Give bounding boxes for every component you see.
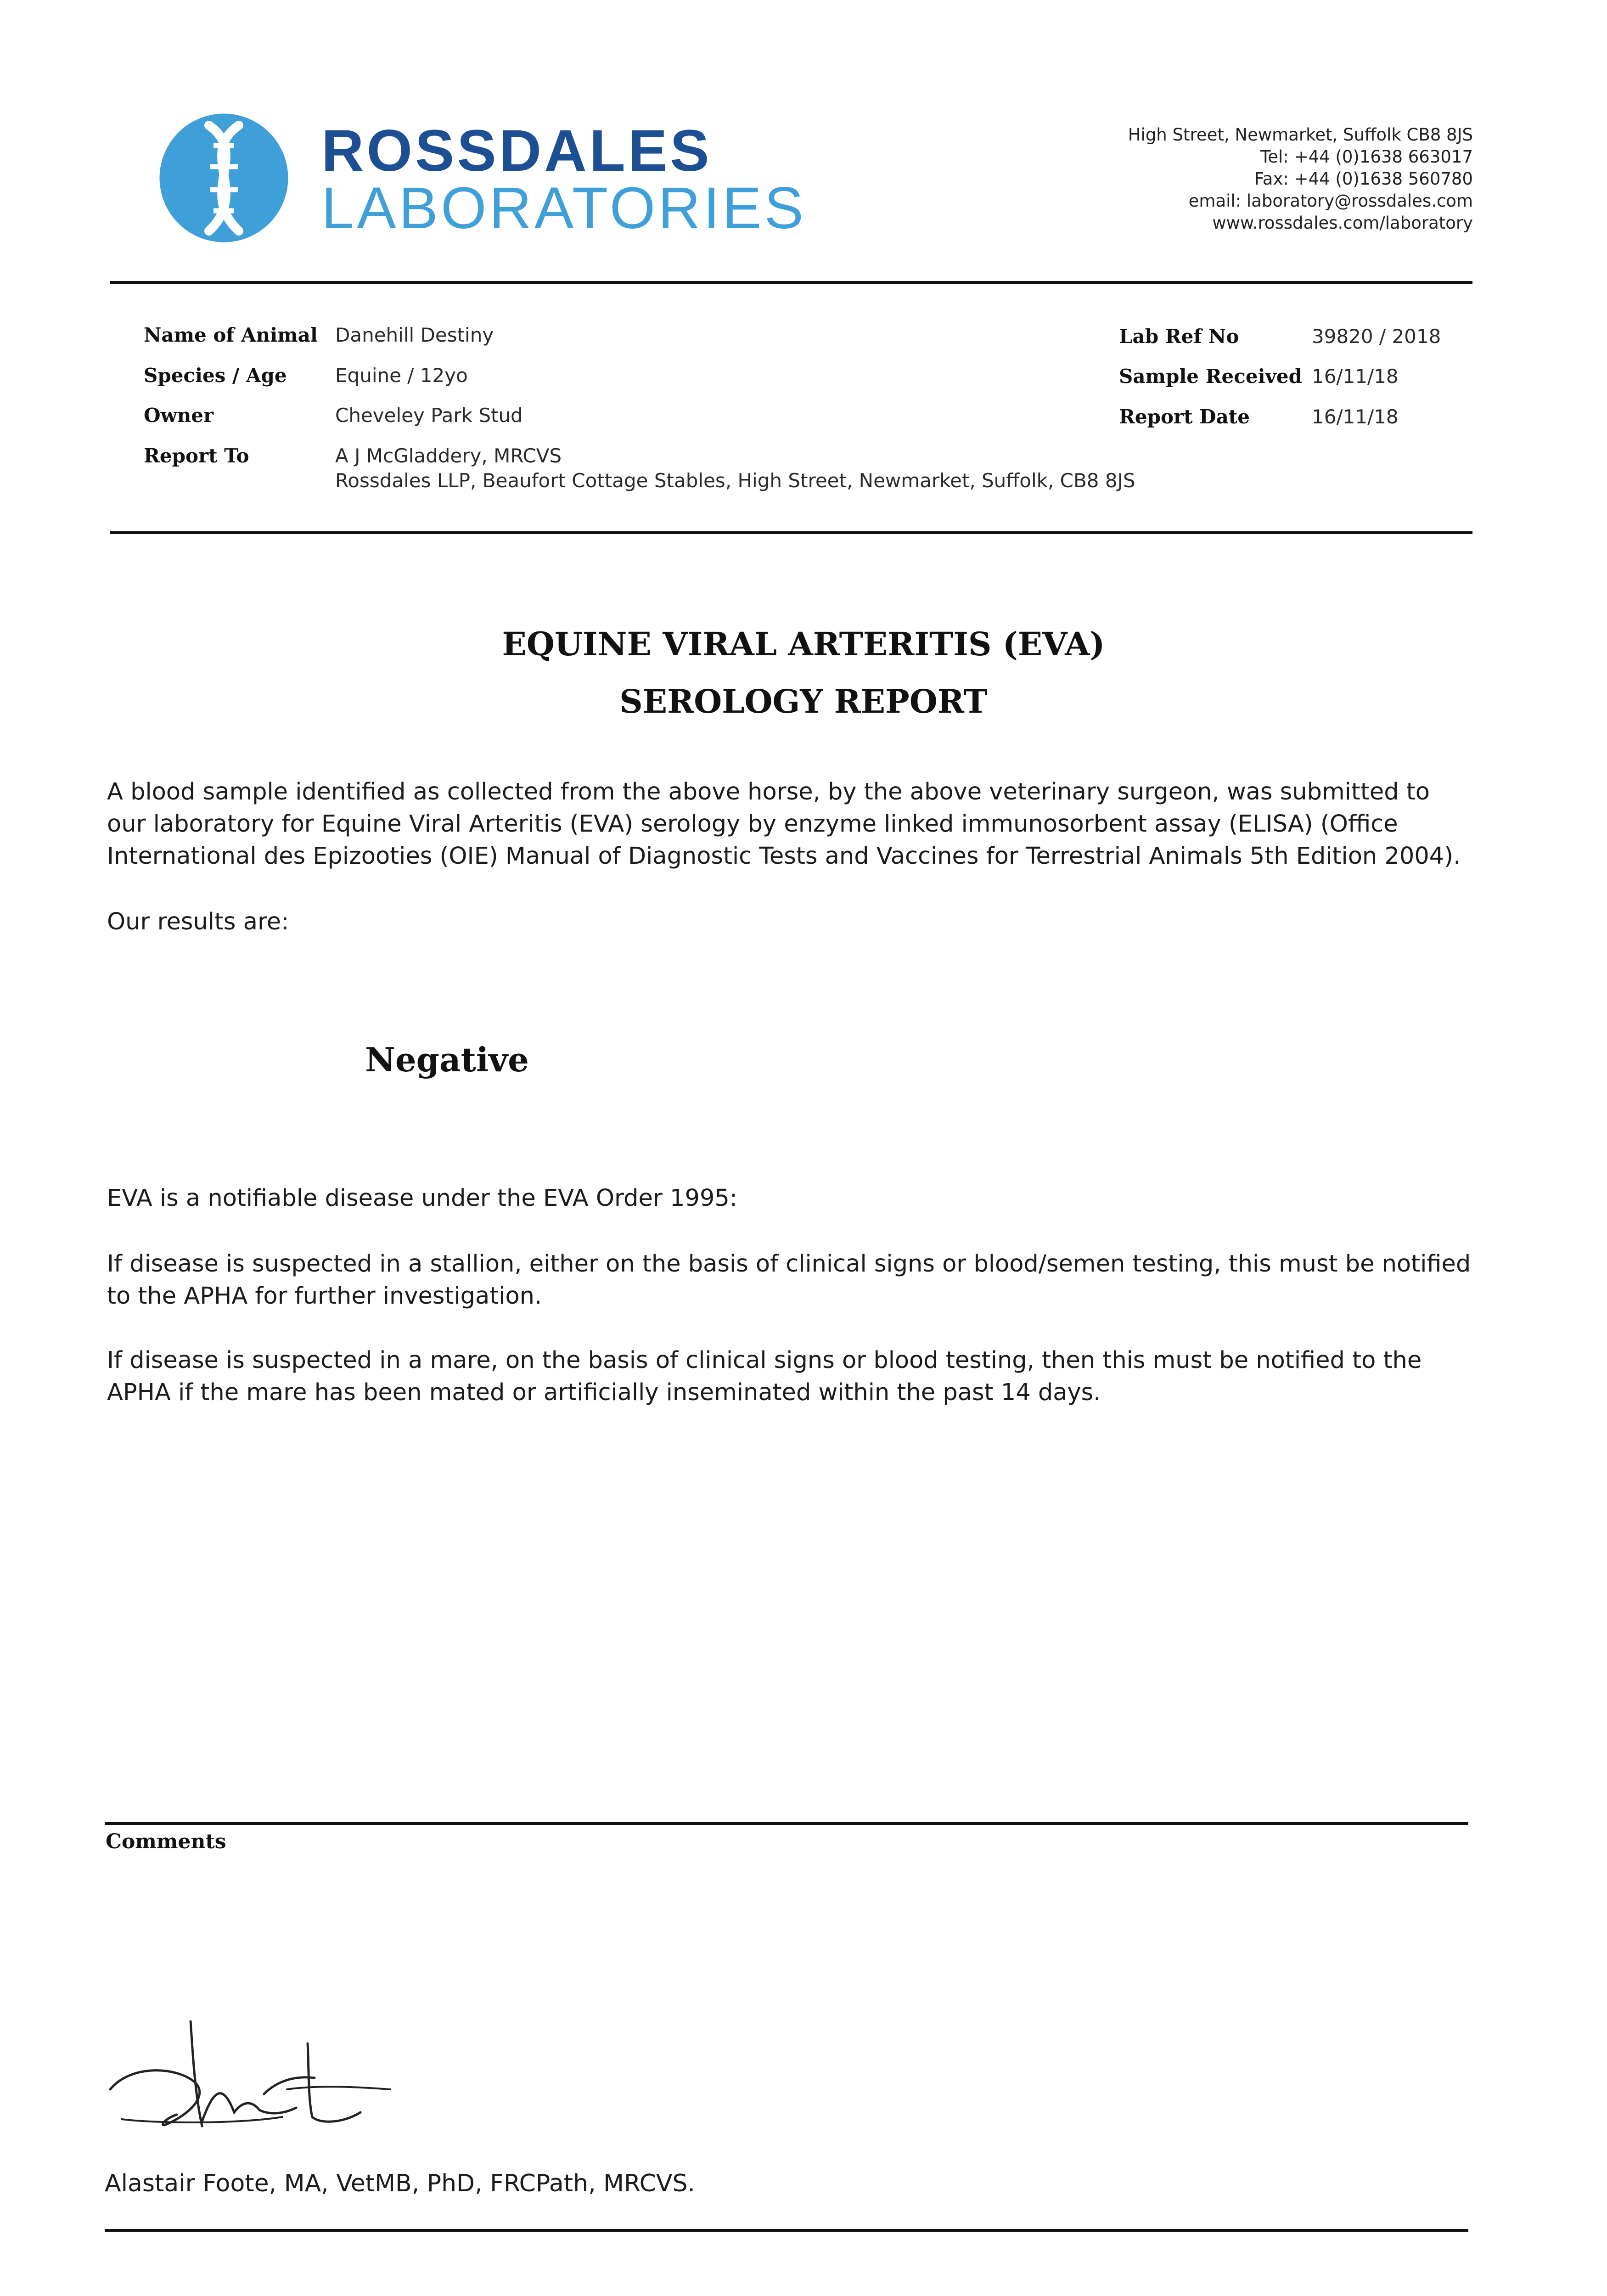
contact-tel: Tel: +44 (0)1638 663017 xyxy=(1260,147,1473,167)
contact-email: email: laboratory@rossdales.com xyxy=(1188,191,1473,211)
details-divider xyxy=(110,531,1472,534)
contact-block xyxy=(1128,124,1473,234)
name-of-animal-value: Danehill Destiny xyxy=(335,324,494,346)
mare-note: If disease is suspected in a mare, on the basis of clinical signs or blood testing, then this must be notified to the APHA if the mare has been mated or artificially inseminated within the past 14 days. xyxy=(107,1347,1422,1406)
report-date-label: Report Date xyxy=(1119,405,1250,428)
footer-divider xyxy=(105,2229,1468,2232)
signatory-name: Alastair Foote, MA, VetMB, PhD, FRCPath, MRCVS. xyxy=(105,2170,696,2197)
species-age-label: Species / Age xyxy=(144,364,287,387)
notifiable-statement: EVA is a notifiable disease under the EVA Order 1995: xyxy=(107,1185,738,1212)
owner-label: Owner xyxy=(144,404,214,427)
lab-ref-label: Lab Ref No xyxy=(1119,325,1239,348)
comments-label: Comments xyxy=(106,1830,226,1853)
handwritten-signature xyxy=(103,2020,471,2140)
brand-name-line-1: ROSSDALES xyxy=(321,118,712,184)
stallion-note: If disease is suspected in a stallion, either on the basis of clinical signs or blood/semen testing, this must be notified to the APHA for further investigation. xyxy=(107,1250,1471,1310)
sample-received-value: 16/11/18 xyxy=(1312,365,1399,388)
report-to-recipient: A J McGladdery, MRCVS xyxy=(335,445,562,467)
report-title-line-1: EQUINE VIRAL ARTERITIS (EVA) xyxy=(502,625,1105,663)
intro-paragraph: A blood sample identified as collected from the above horse, by the above veterinary surgeon, was submitted to our laboratory for Equine Viral Arteritis (EVA) serology by enzyme linked immunosorbent assay (ELISA) (Office International des Epizooties (OIE) Manual of Diagnostic Tests and Vaccines for Terrestrial Animals 5th Edition 2004). xyxy=(107,778,1461,870)
contact-website: www.rossdales.com/laboratory xyxy=(1212,213,1473,233)
report-title-line-2: SEROLOGY REPORT xyxy=(619,682,988,720)
comments-divider xyxy=(105,1822,1468,1825)
dna-logo-icon xyxy=(158,113,289,243)
report-date-value: 16/11/18 xyxy=(1312,405,1399,428)
lab-ref-value: 39820 / 2018 xyxy=(1312,325,1441,348)
owner-value: Cheveley Park Stud xyxy=(335,404,523,427)
report-to-label: Report To xyxy=(144,445,249,467)
brand-name-line-2: LABORATORIES xyxy=(321,175,806,241)
name-of-animal-label: Name of Animal xyxy=(144,324,318,346)
contact-fax: Fax: +44 (0)1638 560780 xyxy=(1254,169,1473,189)
report-title xyxy=(0,615,1607,730)
results-intro: Our results are: xyxy=(107,908,289,935)
report-to-address: Rossdales LLP, Beaufort Cottage Stables, High Street, Newmarket, Suffolk, CB8 8JS xyxy=(335,469,1135,492)
header-divider xyxy=(110,281,1472,284)
test-result: Negative xyxy=(365,1040,529,1079)
sample-received-label: Sample Received xyxy=(1119,365,1303,388)
contact-address: High Street, Newmarket, Suffolk CB8 8JS xyxy=(1128,125,1473,145)
species-age-value: Equine / 12yo xyxy=(335,364,468,387)
